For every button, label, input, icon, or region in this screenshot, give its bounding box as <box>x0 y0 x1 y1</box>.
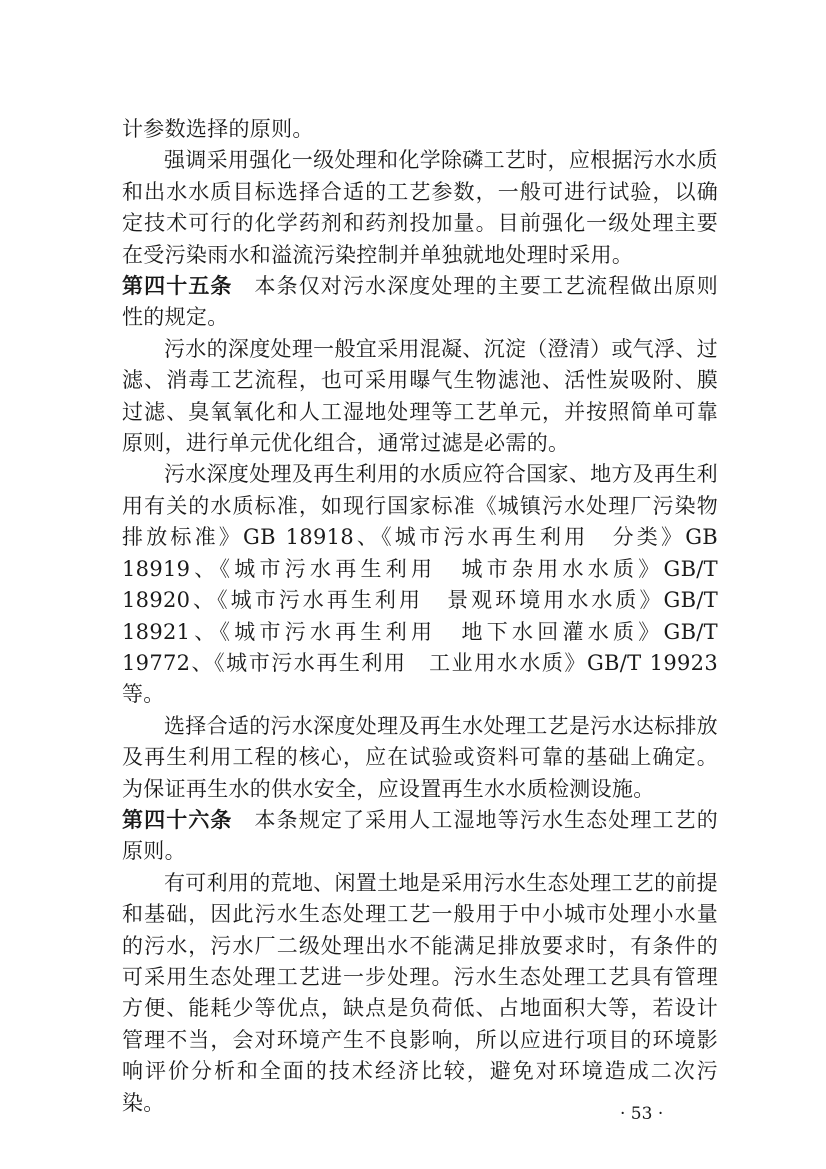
paragraph: 污水的深度处理一般宜采用混凝、沉淀（澄清）或气浮、过滤、消毒工艺流程，也可采用曝气生物滤池、活性炭吸附、膜过滤、臭氧氧化和人工湿地处理等工艺单元，并按照简单可靠原则，进行单元优化组合，通常过滤是必需的。 <box>122 336 718 456</box>
page-number: · 53 · <box>620 1104 664 1124</box>
article-text: 本条仅对污水深度处理的主要工艺流程做出原则性的规定。 <box>122 274 718 330</box>
paragraph: 强调采用强化一级处理和化学除磷工艺时，应根据污水水质和出水水质目标选择合适的工艺参数，一般可进行试验，以确定技术可行的化学药剂和药剂投加量。目前强化一级处理主要在受污染雨水和溢流污染控制并单独就地处理时采用。 <box>122 148 718 267</box>
article-text: 本条规定了采用人工湿地等污水生态处理工艺的原则。 <box>122 807 718 864</box>
article-46 <box>122 805 718 868</box>
paragraph: 污水深度处理及再生利用的水质应符合国家、地方及再生利用有关的水质标准，如现行国家标准《城镇污水处理厂污染物排放标准》GB 18918、《城市污水再生利用 分类》GB 18919、《城市污水再生利用 城市杂用水水质》GB/T 18920、《城市污水再生利用 景观环境用水水质》GB/T 18921、《城市污水再生利用 地下水回灌水质》GB/T 19772、《城市污水再生利用 工业用水水质》GB/T 19923 等。 <box>122 462 718 707</box>
article-45 <box>122 271 718 334</box>
paragraph: 有可利用的荒地、闲置土地是采用污水生态处理工艺的前提和基础，因此污水生态处理工艺一般用于中小城市处理小水量的污水，污水厂二级处理出水不能满足排放要求时，有条件的可采用生态处理工艺进一步处理。污水生态处理工艺具有管理方便、能耗少等优点，缺点是负荷低、占地面积大等，若设计管理不当，会对环境产生不良影响，所以应进行项目的环境影响评价分析和全面的技术经济比较，避免对环境造成二次污染。 <box>122 870 718 1115</box>
article-label: 第四十六条 <box>122 807 233 832</box>
body-text <box>122 114 718 1119</box>
article-label: 第四十五条 <box>122 274 233 299</box>
paragraph-continued: 计参数选择的原则。 <box>122 117 314 141</box>
paragraph: 选择合适的污水深度处理及再生水处理工艺是污水达标排放及再生利用工程的核心，应在试验或资料可靠的基础上确定。为保证再生水的供水安全，应设置再生水水质检测设施。 <box>122 713 718 801</box>
